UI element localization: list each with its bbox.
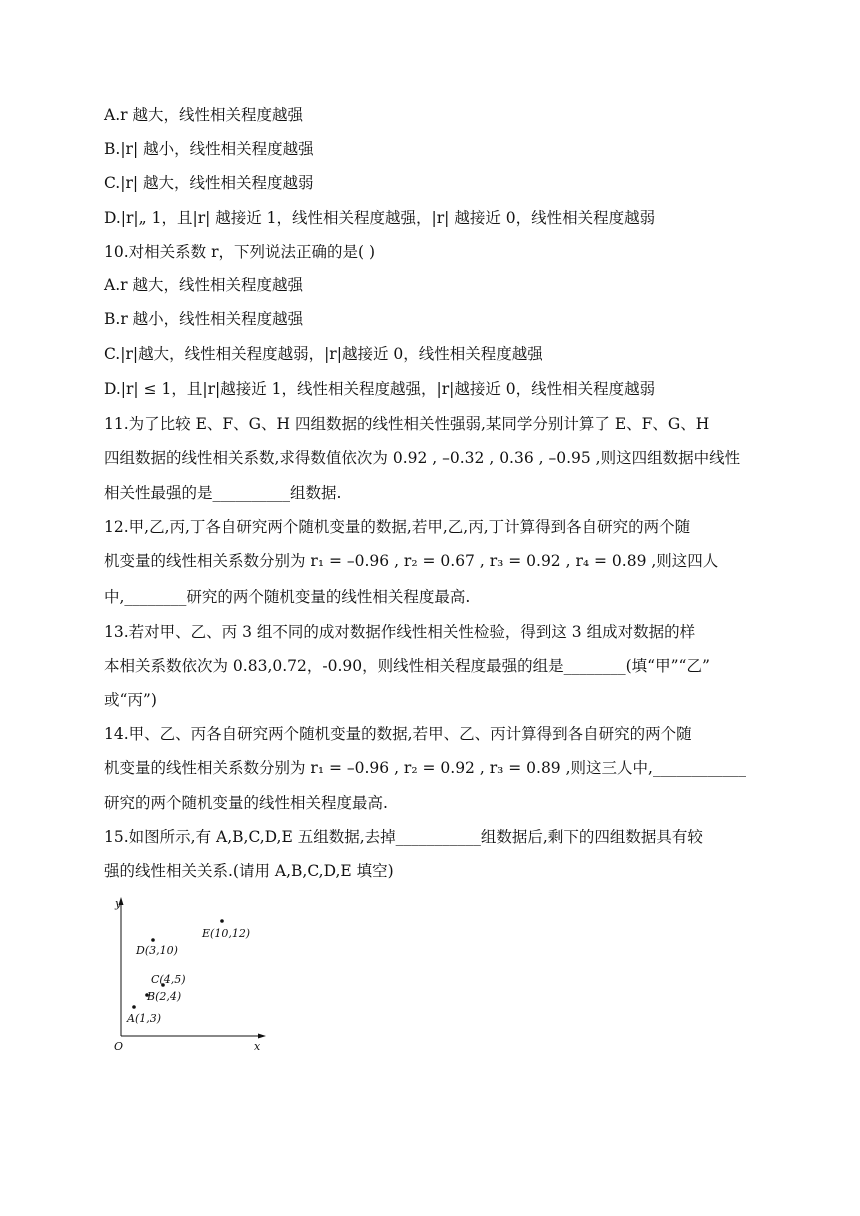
point-label-3: D(3,10) (136, 944, 178, 957)
option-c-q10: C.|r|越大，线性相关程度越弱，|r|越接近 0，线性相关程度越强 (104, 345, 543, 363)
option-c-q9: C.|r| 越大，线性相关程度越弱 (104, 174, 314, 192)
point-dot-0 (132, 1005, 136, 1009)
question-13-line-1: 13.若对甲、乙、丙 3 组不同的成对数据作线性相关性检验，得到这 3 组成对数据的样 (104, 623, 696, 641)
point-label-2: C(4,5) (151, 973, 186, 986)
question-11-line-1: 11.为了比较 E、F、G、H 四组数据的线性相关性强弱,某同学分别计算了 E、F、G、H (104, 415, 710, 433)
question-12-line-1: 12.甲,乙,丙,丁各自研究两个随机变量的数据,若甲,乙,丙,丁计算得到各自研究的两个随 (104, 518, 691, 536)
scatter-figure (104, 895, 274, 1055)
option-a-q10: A.r 越大，线性相关程度越强 (104, 276, 303, 294)
data-points (126, 919, 250, 1025)
option-d-q10: D.|r| ≤ 1，且|r|越接近 1，线性相关程度越强，|r|越接近 0，线性相关程度越弱 (104, 380, 656, 398)
point-dot-3 (151, 938, 155, 942)
point-label-1: B(2,4) (147, 990, 182, 1003)
question-13-line-3: 或“丙”) (104, 691, 157, 709)
question-12-line-3: 中,________研究的两个随机变量的线性相关程度最高. (104, 588, 471, 606)
question-12-line-2: 机变量的线性相关系数分别为 r₁ = –0.96 , r₂ = 0.67 , r₃ = 0.92 , r₄ = 0.89 ,则这四人 (104, 552, 719, 570)
option-d-q9: D.|r|„ 1，且|r| 越接近 1，线性相关程度越强，|r| 越接近 0，线性相关程度越弱 (104, 209, 656, 227)
point-label-0: A(1,3) (127, 1012, 162, 1025)
question-11-line-2: 四组数据的线性相关系数,求得数值依次为 0.92 , –0.32 , 0.36 , –0.95 ,则这四组数据中线性 (104, 449, 741, 467)
x-axis-label: x (254, 1040, 261, 1053)
option-b-q10: B.r 越小，线性相关程度越强 (104, 310, 304, 328)
question-13-line-2: 本相关系数依次为 0.83,0.72，-0.90，则线性相关程度最强的组是________(填“甲”“乙” (104, 657, 710, 675)
point-label-4: E(10,12) (202, 927, 251, 940)
question-10-stem: 10.对相关系数 r，下列说法正确的是( ) (104, 243, 376, 261)
question-15-line-1: 15.如图所示,有 A,B,C,D,E 五组数据,去掉___________组数据后,剩下的四组数据具有较 (104, 828, 703, 846)
y-axis-label: y (115, 897, 122, 910)
option-b-q9: B.|r| 越小，线性相关程度越强 (104, 140, 314, 158)
option-a-q9: A.r 越大，线性相关程度越强 (104, 106, 303, 124)
question-14-line-2: 机变量的线性相关系数分别为 r₁ = –0.96 , r₂ = 0.92 , r₃ = 0.89 ,则这三人中,____________ (104, 759, 746, 777)
x-axis-arrow (258, 1034, 266, 1039)
point-dot-4 (220, 919, 224, 923)
question-15-line-2: 强的线性相关关系.(请用 A,B,C,D,E 填空) (104, 862, 394, 880)
question-11-line-3: 相关性最强的是__________组数据. (104, 484, 342, 502)
question-14-line-3: 研究的两个随机变量的线性相关程度最高. (104, 794, 388, 812)
question-14-line-1: 14.甲、乙、丙各自研究两个随机变量的数据,若甲、乙、丙计算得到各自研究的两个随 (104, 725, 692, 743)
origin-label: O (114, 1040, 124, 1053)
